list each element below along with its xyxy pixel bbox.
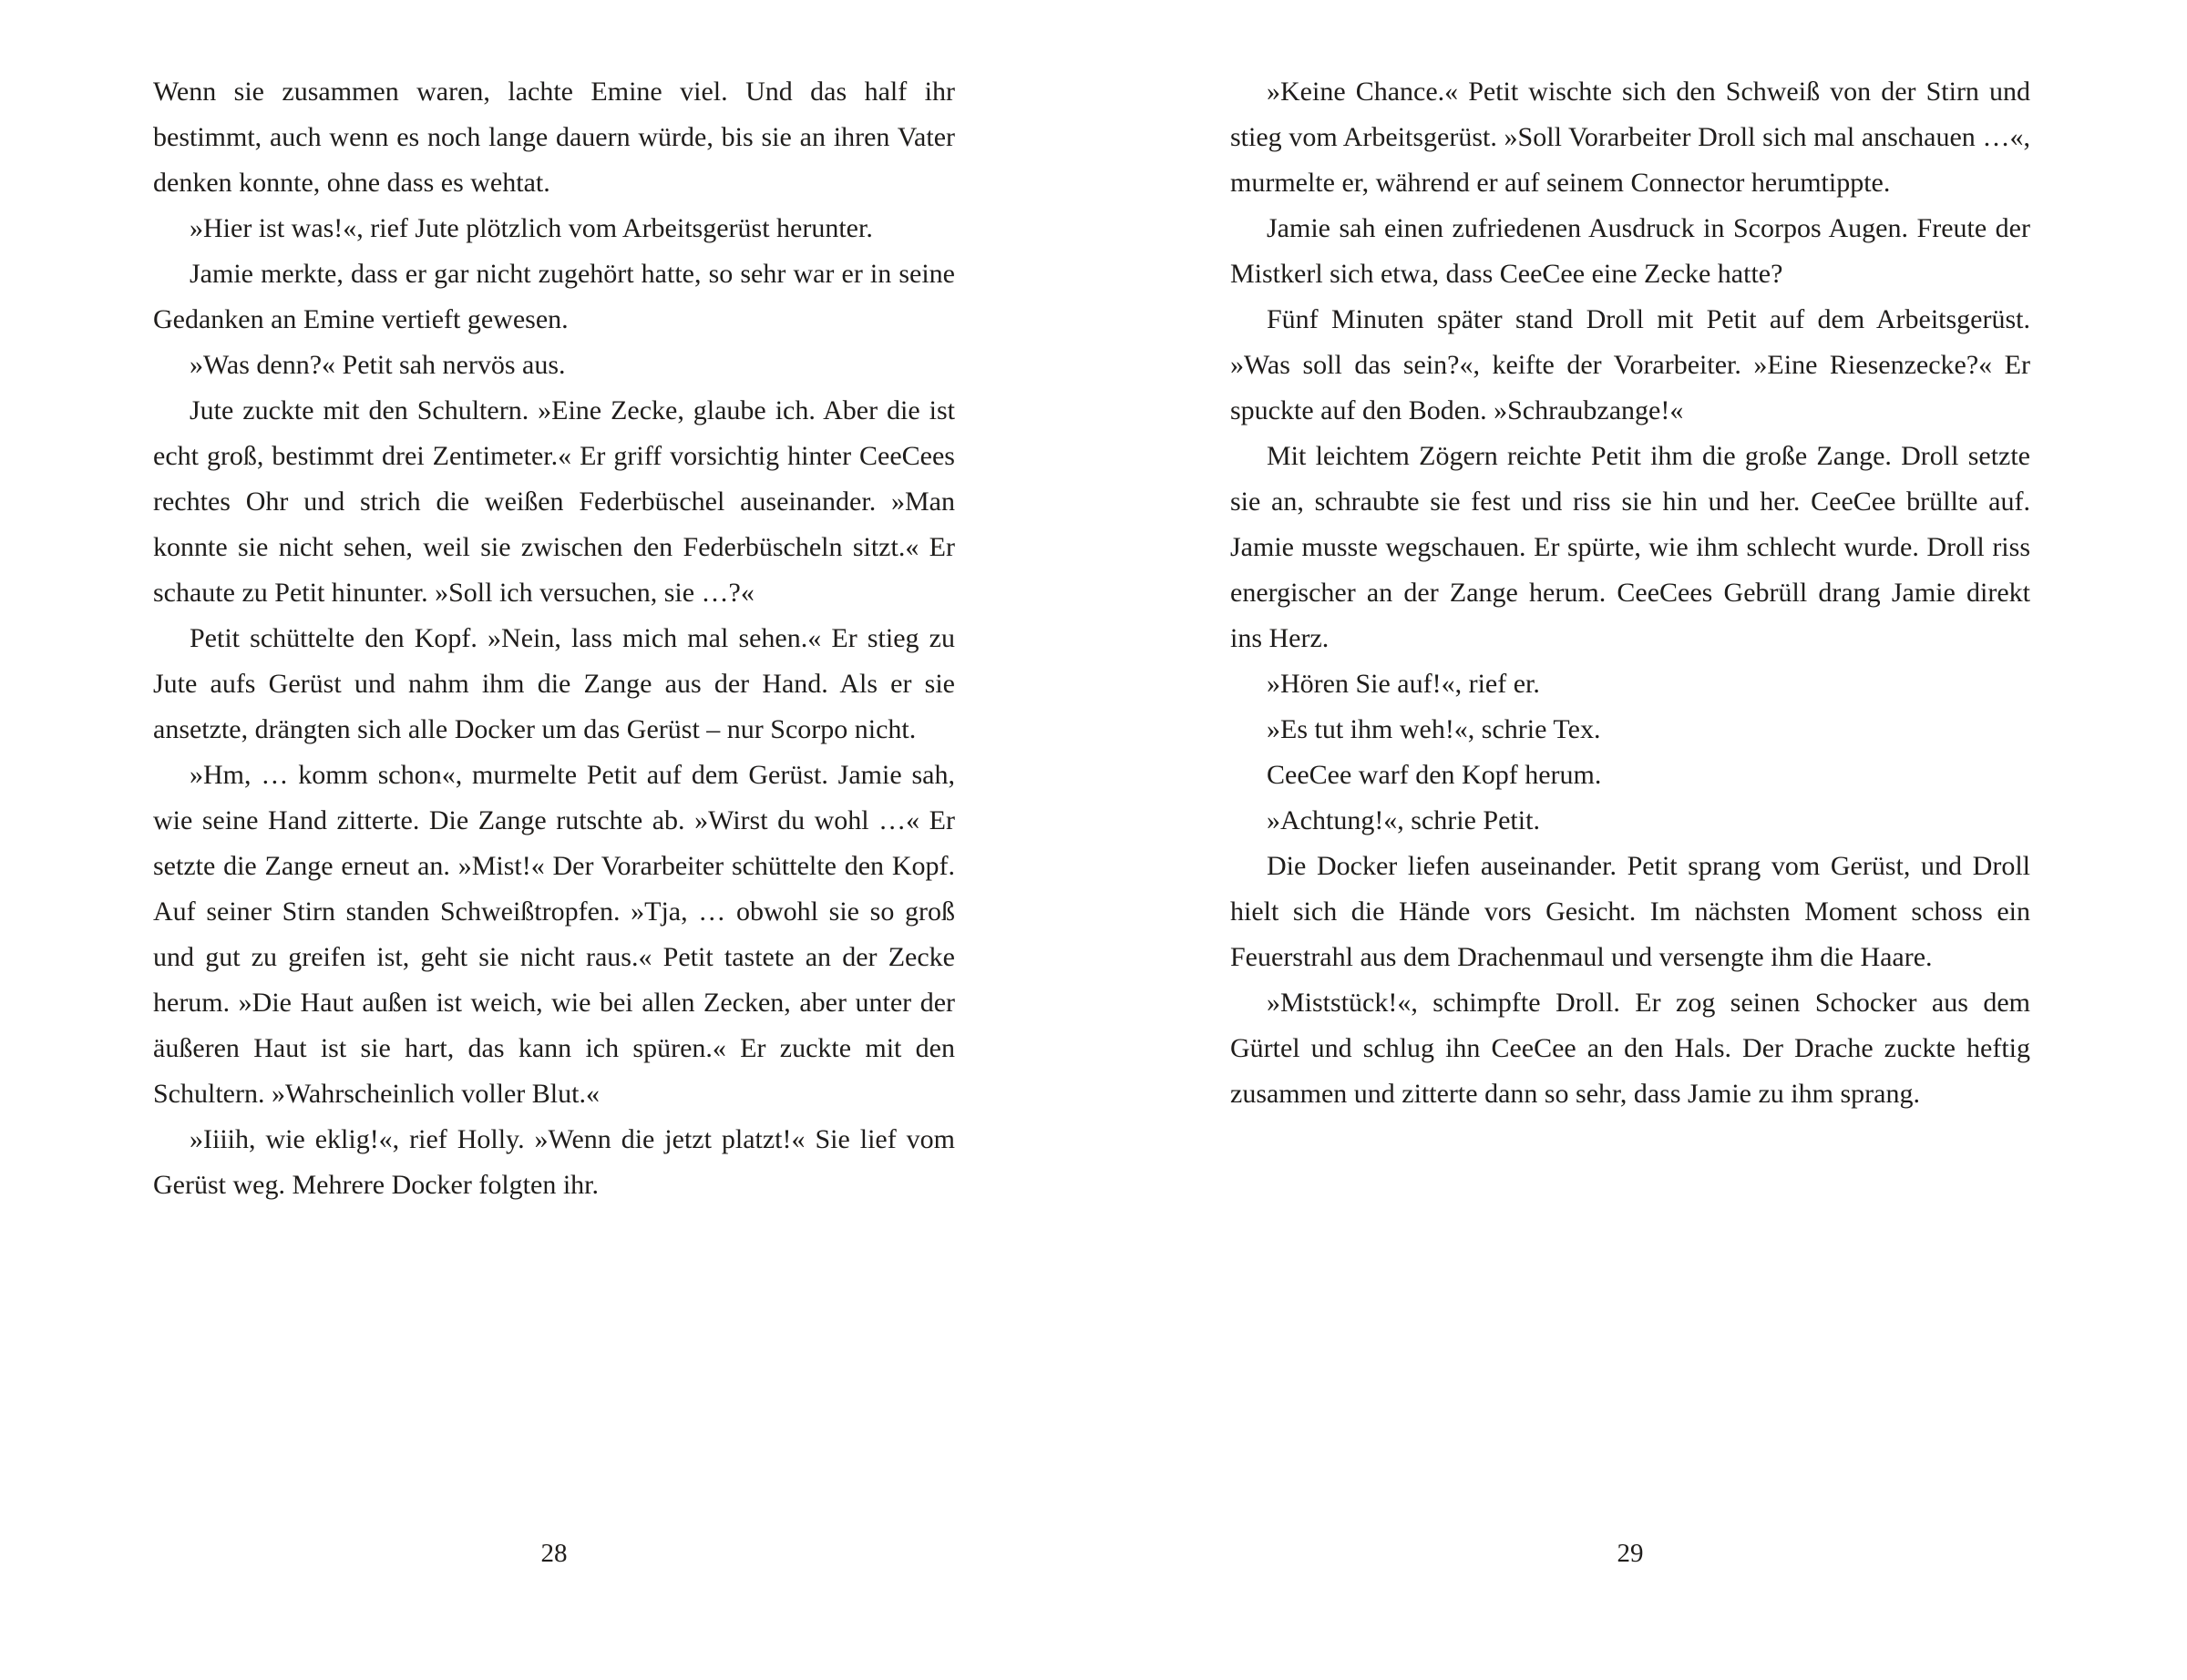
paragraph: Mit leichtem Zögern reichte Petit ihm die große Zange. Droll setzte sie an, schraubte sie fest und riss sie hin und her. CeeCee brüllte auf. Jamie musste wegschauen. Er spürte, wie ihm schlecht wurde. Droll riss energischer an der Zange herum. CeeCees Gebrüll drang Jamie direkt ins Herz. xyxy=(1230,441,2030,653)
paragraph: »Hören Sie auf!«, rief er. xyxy=(1267,669,1540,699)
paragraph: »Hm, … komm schon«, murmelte Petit auf dem Gerüst. Jamie sah, wie seine Hand zitterte. Die Zange rutschte ab. »Wirst du wohl …« Er setzte die Zange erneut an. »Mist!« Der Vorarbeiter schüttelte den Kopf. Auf seiner Stirn standen Schweißtropfen. »Tja, … obwohl sie so groß und gut zu greifen ist, geht sie nicht raus.« Petit tastete an der Zecke herum. »Die Haut außen ist weich, wie bei allen Zecken, aber unter der äußeren Haut ist sie hart, das kann ich spüren.« Er zuckte mit den Schultern. »Wahrscheinlich voller Blut.« xyxy=(153,760,955,1109)
paragraph: CeeCee warf den Kopf herum. xyxy=(1267,760,1602,790)
paragraph: »Es tut ihm weh!«, schrie Tex. xyxy=(1267,714,1601,744)
paragraph: Fünf Minuten später stand Droll mit Petit auf dem Arbeitsgerüst. »Was soll das sein?«, keifte der Vorarbeiter. »Eine Riesenzecke?« Er spuckte auf den Boden. »Schraubzange!« xyxy=(1230,304,2030,425)
page-right xyxy=(1094,0,2187,1680)
page-right-text xyxy=(1230,69,2030,1117)
page-left-text xyxy=(153,69,955,1208)
paragraph: Die Docker liefen auseinander. Petit sprang vom Gerüst, und Droll hielt sich die Hände vors Gesicht. Im nächsten Moment schoss ein Feuerstrahl aus dem Drachenmaul und versengte ihm die Haare. xyxy=(1230,851,2030,972)
paragraph: »Hier ist was!«, rief Jute plötzlich vom Arbeitsgerüst herunter. xyxy=(190,213,873,243)
page-number-left: 28 xyxy=(540,1539,568,1568)
paragraph: »Achtung!«, schrie Petit. xyxy=(1267,805,1540,835)
paragraph: »Iiiih, wie eklig!«, rief Holly. »Wenn die jetzt platzt!« Sie lief vom Gerüst weg. Mehrere Docker folgten ihr. xyxy=(153,1124,955,1200)
paragraph: »Was denn?« Petit sah nervös aus. xyxy=(190,350,566,380)
paragraph: Petit schüttelte den Kopf. »Nein, lass mich mal sehen.« Er stieg zu Jute aufs Gerüst und nahm ihm die Zange aus der Hand. Als er sie ansetzte, drängten sich alle Docker um das Gerüst – nur Scorpo nicht. xyxy=(153,623,955,744)
paragraph: »Miststück!«, schimpfte Droll. Er zog seinen Schocker aus dem Gürtel und schlug ihn CeeCee an den Hals. Der Drache zuckte heftig zusammen und zitterte dann so sehr, dass Jamie zu ihm sprang. xyxy=(1230,988,2030,1109)
paragraph: »Keine Chance.« Petit wischte sich den Schweiß von der Stirn und stieg vom Arbeitsgerüst. »Soll Vorarbeiter Droll sich mal anschauen …«, murmelte er, während er auf seinem Connector herumtippte. xyxy=(1230,77,2030,198)
paragraph: Jamie merkte, dass er gar nicht zugehört hatte, so sehr war er in seine Gedanken an Emine vertieft gewesen. xyxy=(153,259,955,334)
page-number-right: 29 xyxy=(1617,1539,1644,1568)
paragraph: Jamie sah einen zufriedenen Ausdruck in Scorpos Augen. Freute der Mistkerl sich etwa, dass CeeCee eine Zecke hatte? xyxy=(1230,213,2030,289)
paragraph: Jute zuckte mit den Schultern. »Eine Zecke, glaube ich. Aber die ist echt groß, bestimmt drei Zentimeter.« Er griff vorsichtig hinter CeeCees rechtes Ohr und strich die weißen Federbüschel auseinander. »Man konnte sie nicht sehen, weil sie zwischen den Federbüscheln sitzt.« Er schaute zu Petit hinunter. »Soll ich versuchen, sie …?« xyxy=(153,395,955,608)
paragraph: Wenn sie zusammen waren, lachte Emine viel. Und das half ihr bestimmt, auch wenn es noch lange dauern würde, bis sie an ihren Vater denken konnte, ohne dass es wehtat. xyxy=(153,77,955,198)
